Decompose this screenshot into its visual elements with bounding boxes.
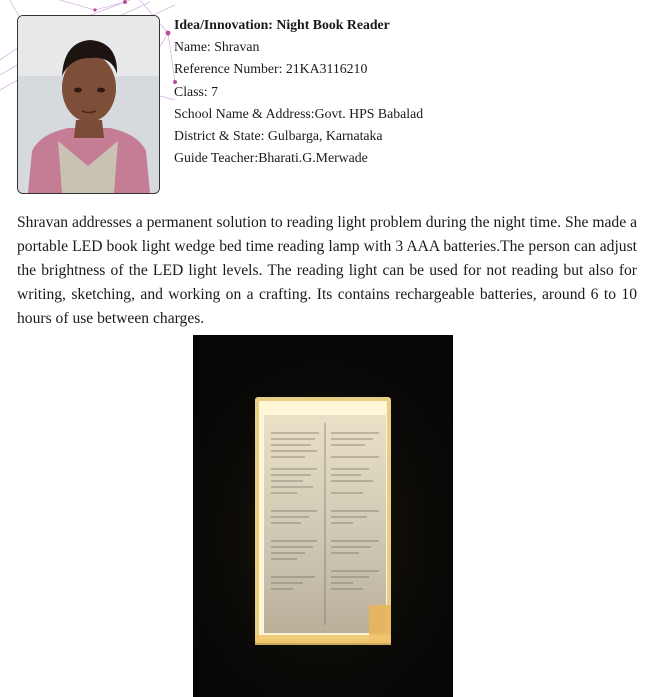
student-class: Class: 7 [174, 83, 219, 99]
student-name: Name: Shravan [174, 39, 260, 55]
idea-title: Idea/Innovation: Night Book Reader [174, 17, 390, 32]
guide-teacher: Guide Teacher:Bharati.G.Merwade [174, 150, 368, 166]
student-photo [17, 15, 160, 194]
district-state: District & State: Gulbarga, Karnataka [174, 128, 383, 144]
reference-number: Reference Number: 21KA3116210 [174, 61, 368, 77]
school-name-address: School Name & Address:Govt. HPS Babalad [174, 105, 424, 121]
innovation-description: Shravan addresses a permanent solution to reading light problem during the night time. She made a portable LED book light wedge bed time reading lamp with 3 AAA batteries.The person can adjust the brightness of the LED light levels. The reading light can be used for not reading but also for writing, sketching, and working on a crafting. Its contains rechargeable batteries, around 6 to 10 hours of use between charges. [17, 214, 637, 327]
profile-info [174, 14, 423, 169]
book-light-photo [193, 335, 453, 697]
